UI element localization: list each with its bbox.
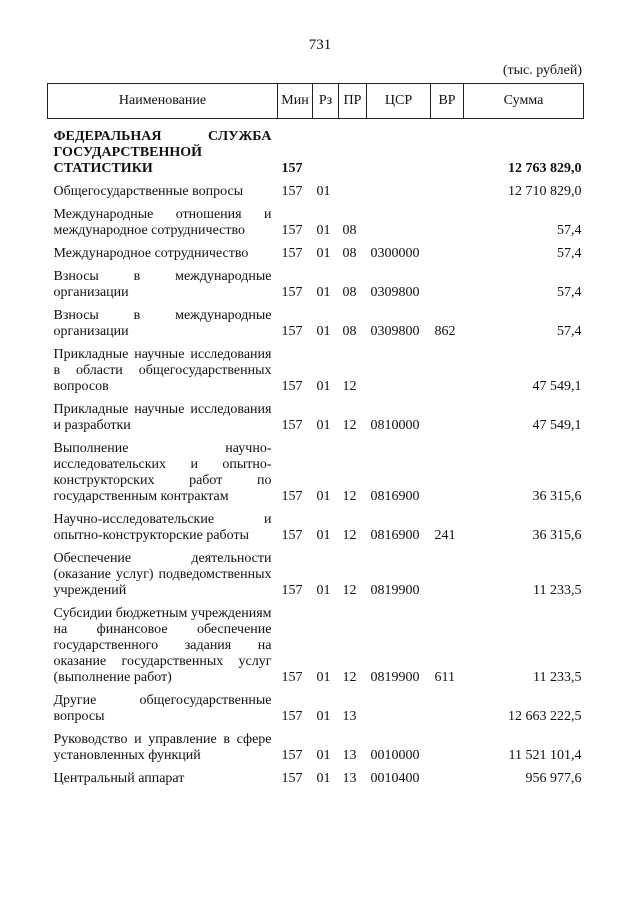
table-row bbox=[48, 396, 584, 435]
cell-sum: 36 315,6 bbox=[532, 489, 582, 504]
table-row bbox=[48, 240, 584, 263]
cell-sum: 11 233,5 bbox=[533, 583, 582, 598]
cell-sum: 12 663 222,5 bbox=[508, 709, 582, 724]
cell-csr: 0010000 bbox=[370, 748, 420, 763]
cell-csr: 0309800 bbox=[370, 285, 420, 300]
cell-sum: 47 549,1 bbox=[532, 379, 582, 394]
cell-name: ФЕДЕРАЛЬНАЯ СЛУЖБА ГОСУДАРСТВЕННОЙ СТАТИСТИКИ bbox=[53, 129, 272, 176]
units-label: (тыс. рублей) bbox=[502, 63, 582, 78]
cell-pr: 13 bbox=[342, 748, 357, 763]
cell-min: 157 bbox=[281, 184, 303, 199]
cell-name: Обеспечение деятельности (оказание услуг) подведомственных учреждений bbox=[53, 551, 272, 598]
cell-vr bbox=[431, 119, 464, 179]
cell-rz: 01 bbox=[316, 184, 331, 199]
cell-sum: 57,4 bbox=[557, 223, 582, 238]
cell-rz: 01 bbox=[316, 379, 331, 394]
cell-name: Взносы в международные организации bbox=[53, 308, 272, 339]
table-row bbox=[48, 765, 584, 788]
cell-min: 157 bbox=[281, 324, 303, 339]
cell-name: Научно-исследовательские и опытно-конструкторские работы bbox=[53, 512, 272, 543]
cell-csr bbox=[367, 201, 431, 240]
cell-rz: 01 bbox=[316, 583, 331, 598]
cell-rz: 01 bbox=[316, 709, 331, 724]
cell-pr: 08 bbox=[342, 246, 357, 261]
cell-pr: 12 bbox=[342, 418, 357, 433]
cell-min: 157 bbox=[281, 285, 303, 300]
cell-sum: 11 521 101,4 bbox=[508, 748, 582, 763]
cell-rz: 01 bbox=[316, 246, 331, 261]
cell-rz: 01 bbox=[316, 489, 331, 504]
cell-vr bbox=[431, 263, 464, 302]
cell-pr: 13 bbox=[342, 709, 357, 724]
header-min: Мин bbox=[278, 84, 313, 119]
cell-sum: 12 710 829,0 bbox=[508, 184, 582, 199]
cell-name: Выполнение научно-исследовательских и опытно-конструкторских работ по государственным контрактам bbox=[53, 441, 272, 504]
cell-sum: 57,4 bbox=[557, 285, 582, 300]
cell-rz: 01 bbox=[316, 223, 331, 238]
header-rz: Рз bbox=[313, 84, 339, 119]
header-pr: ПР bbox=[339, 84, 367, 119]
cell-name: Общегосударственные вопросы bbox=[53, 184, 244, 199]
cell-vr bbox=[431, 765, 464, 788]
cell-csr: 0810000 bbox=[370, 418, 420, 433]
header-csr: ЦСР bbox=[367, 84, 431, 119]
cell-pr: 12 bbox=[342, 489, 357, 504]
cell-vr: 862 bbox=[434, 324, 456, 339]
cell-sum: 11 233,5 bbox=[533, 670, 582, 685]
cell-min: 157 bbox=[281, 379, 303, 394]
cell-csr: 0010400 bbox=[370, 771, 420, 786]
cell-name: Прикладные научные исследования в области общегосударственных вопросов bbox=[53, 347, 272, 394]
cell-rz: 01 bbox=[316, 418, 331, 433]
cell-pr bbox=[339, 119, 367, 179]
cell-csr: 0816900 bbox=[370, 528, 420, 543]
table-row bbox=[48, 506, 584, 545]
table-row bbox=[48, 600, 584, 687]
cell-vr bbox=[431, 240, 464, 263]
cell-csr: 0816900 bbox=[370, 489, 420, 504]
cell-rz: 01 bbox=[316, 285, 331, 300]
cell-min: 157 bbox=[281, 223, 303, 238]
cell-vr bbox=[431, 435, 464, 506]
cell-csr bbox=[367, 687, 431, 726]
cell-min: 157 bbox=[281, 709, 303, 724]
cell-min: 157 bbox=[281, 748, 303, 763]
cell-vr bbox=[431, 396, 464, 435]
cell-name: Другие общегосударственные вопросы bbox=[53, 693, 272, 724]
cell-min: 157 bbox=[281, 161, 303, 176]
table-row bbox=[48, 341, 584, 396]
cell-csr bbox=[367, 119, 431, 179]
cell-csr bbox=[367, 178, 431, 201]
header-row bbox=[48, 84, 584, 119]
cell-min: 157 bbox=[281, 670, 303, 685]
cell-pr: 08 bbox=[342, 324, 357, 339]
header-vr: ВР bbox=[431, 84, 464, 119]
cell-rz: 01 bbox=[316, 528, 331, 543]
cell-sum: 47 549,1 bbox=[532, 418, 582, 433]
table-row bbox=[48, 302, 584, 341]
cell-vr: 241 bbox=[434, 528, 456, 543]
page-number: 731 bbox=[308, 37, 332, 53]
cell-rz bbox=[313, 119, 339, 179]
table-row bbox=[48, 435, 584, 506]
cell-vr bbox=[431, 545, 464, 600]
cell-name: Взносы в международные организации bbox=[53, 269, 272, 300]
cell-pr: 12 bbox=[342, 528, 357, 543]
header-sum: Сумма bbox=[464, 84, 584, 119]
cell-min: 157 bbox=[281, 246, 303, 261]
budget-table bbox=[47, 83, 584, 788]
cell-csr: 0309800 bbox=[370, 324, 420, 339]
cell-name: Центральный аппарат bbox=[53, 771, 185, 786]
cell-sum: 36 315,6 bbox=[532, 528, 582, 543]
cell-vr bbox=[431, 341, 464, 396]
cell-pr bbox=[339, 178, 367, 201]
cell-csr: 0819900 bbox=[370, 583, 420, 598]
cell-rz: 01 bbox=[316, 771, 331, 786]
table-row bbox=[48, 687, 584, 726]
table-row bbox=[48, 726, 584, 765]
cell-vr bbox=[431, 178, 464, 201]
table-row bbox=[48, 545, 584, 600]
cell-pr: 13 bbox=[342, 771, 357, 786]
cell-vr bbox=[431, 726, 464, 765]
cell-min: 157 bbox=[281, 583, 303, 598]
cell-rz: 01 bbox=[316, 324, 331, 339]
table-row bbox=[48, 263, 584, 302]
cell-pr: 08 bbox=[342, 285, 357, 300]
cell-vr bbox=[431, 201, 464, 240]
cell-min: 157 bbox=[281, 528, 303, 543]
cell-rz: 01 bbox=[316, 748, 331, 763]
cell-pr: 12 bbox=[342, 379, 357, 394]
cell-vr bbox=[431, 687, 464, 726]
cell-min: 157 bbox=[281, 771, 303, 786]
cell-min: 157 bbox=[281, 489, 303, 504]
cell-pr: 12 bbox=[342, 583, 357, 598]
table-row bbox=[48, 119, 584, 179]
header-name: Наименование bbox=[48, 84, 278, 119]
cell-csr: 0819900 bbox=[370, 670, 420, 685]
cell-rz: 01 bbox=[316, 670, 331, 685]
table-row bbox=[48, 201, 584, 240]
cell-name: Международные отношения и международное сотрудничество bbox=[53, 207, 272, 238]
cell-sum: 12 763 829,0 bbox=[508, 161, 582, 176]
cell-name: Международное сотрудничество bbox=[53, 246, 249, 261]
table-header bbox=[48, 84, 584, 119]
cell-pr: 08 bbox=[342, 223, 357, 238]
cell-sum: 956 977,6 bbox=[525, 771, 582, 786]
cell-min: 157 bbox=[281, 418, 303, 433]
cell-name: Руководство и управление в сфере установленных функций bbox=[53, 732, 272, 763]
table-body bbox=[48, 119, 584, 789]
cell-name: Прикладные научные исследования и разработки bbox=[53, 402, 272, 433]
cell-sum: 57,4 bbox=[557, 324, 582, 339]
table-row bbox=[48, 178, 584, 201]
cell-pr: 12 bbox=[342, 670, 357, 685]
cell-csr bbox=[367, 341, 431, 396]
cell-name: Субсидии бюджетным учреждениям на финансовое обеспечение государственного задания на оказание государственных услуг (выполнение работ) bbox=[53, 606, 272, 685]
cell-vr: 611 bbox=[434, 670, 455, 685]
cell-csr: 0300000 bbox=[370, 246, 420, 261]
cell-sum: 57,4 bbox=[557, 246, 582, 261]
